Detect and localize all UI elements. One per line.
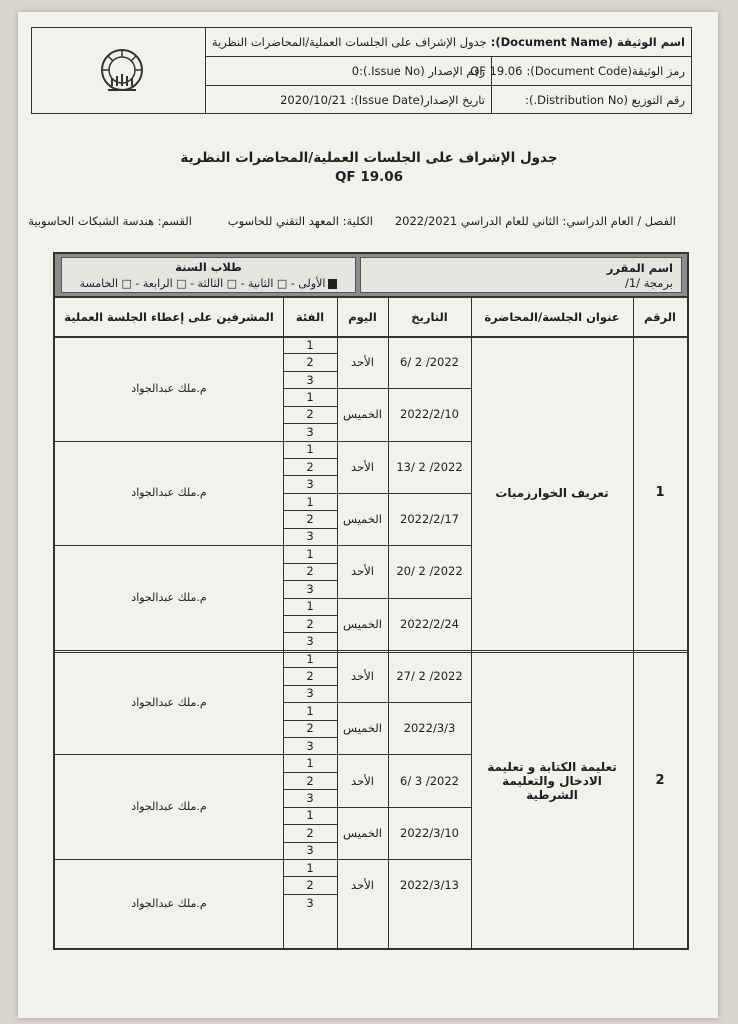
topic-title: تعريف الخوارزميات: [495, 485, 609, 500]
group-number: 3: [306, 634, 314, 649]
distribution-label: رقم التوزيع (Distribution No.):: [525, 92, 685, 107]
session-day: الأحد: [351, 564, 374, 579]
group-number: 2: [306, 564, 314, 579]
students-label: طلاب السنة: [175, 260, 242, 274]
group-number: 3: [306, 790, 314, 805]
group-number: 2: [306, 668, 314, 683]
group-divider: [283, 615, 337, 616]
group-number: 1: [306, 337, 314, 352]
group-number: 3: [306, 529, 314, 544]
group-number: 3: [306, 424, 314, 439]
group-number: 2: [306, 407, 314, 422]
group-divider: [283, 894, 337, 895]
group-divider: [283, 406, 337, 407]
group-number: 3: [306, 843, 314, 858]
group-divider: [283, 475, 337, 476]
row-divider: [283, 598, 471, 599]
group-number: 1: [306, 756, 314, 771]
group-divider: [283, 842, 337, 843]
group-divider: [283, 685, 337, 686]
department-info: القسم: هندسة الشبكات الحاسوبية: [28, 214, 192, 228]
session-date: 2022/3/3: [403, 721, 456, 736]
group-number: 3: [306, 686, 314, 701]
row-divider: [283, 545, 471, 546]
col-header-title: عنوان الجلسة/المحاضرة: [484, 310, 620, 324]
supervisor-name: م.ملك عبدالجواد: [131, 897, 207, 910]
group-divider: [283, 371, 337, 372]
years-options: الأولى - □ الثانية - □ الثالثة - □ الرابعة - □ الخامسة: [79, 277, 326, 290]
group-divider: [283, 667, 337, 668]
session-date: 2022/2/10: [400, 407, 459, 422]
group-number: 2: [306, 773, 314, 788]
group-number: 1: [306, 808, 314, 823]
group-divider: [283, 789, 337, 790]
row-divider: [283, 388, 471, 389]
doc-name-label: اسم الوثيقة (Document Name):: [490, 35, 685, 49]
session-day: الأحد: [351, 459, 374, 474]
group-divider: [283, 458, 337, 459]
session-day: الأحد: [351, 355, 374, 370]
col-header-group: الفئة: [295, 310, 325, 324]
group-divider: [283, 772, 337, 773]
session-date: 2022/ 2 /13: [396, 459, 463, 474]
session-date: 2022/2/17: [400, 512, 459, 527]
group-number: 3: [306, 581, 314, 596]
col-header-number: الرقم: [644, 310, 676, 324]
issue-no-value: 0: [351, 64, 360, 78]
group-divider: [283, 876, 337, 877]
group-divider: [283, 632, 337, 633]
col-header-date: التاريخ: [411, 310, 448, 324]
schedule-table: [53, 252, 689, 950]
page-title: جدول الإشراف على الجلسات العملية/المحاضرات النظرية: [180, 150, 558, 166]
doc-code-label: رمز الوثيقة(Document Code):: [526, 64, 685, 78]
session-date: 2022/3/13: [400, 878, 459, 893]
header-row-doc-name: [206, 28, 691, 57]
doc-code-value: QF 19.06: [470, 64, 523, 78]
session-day: الأحد: [351, 668, 374, 683]
session-date: 2022/ 3 /6: [400, 773, 459, 788]
row-divider: [283, 493, 471, 494]
session-date: 2022/3/10: [400, 825, 459, 840]
group-number: 3: [306, 477, 314, 492]
group-number: 1: [306, 546, 314, 561]
topic-divider: [55, 650, 687, 653]
group-divider: [283, 824, 337, 825]
topic-number: 2: [655, 773, 665, 789]
supervisor-name: م.ملك عبدالجواد: [131, 800, 207, 814]
supervisor-divider: [55, 754, 283, 755]
group-divider: [283, 423, 337, 424]
row-divider: [283, 859, 471, 860]
supervisor-divider: [55, 545, 283, 546]
group-number: 2: [306, 721, 314, 736]
session-day: الخميس: [343, 825, 382, 840]
group-number: 1: [306, 703, 314, 718]
group-number: 3: [306, 895, 314, 910]
course-label: اسم المقرر: [606, 261, 673, 275]
supervisor-name: م.ملك عبدالجواد: [131, 486, 207, 500]
session-day: الخميس: [343, 512, 382, 527]
group-number: 2: [306, 512, 314, 527]
group-divider: [283, 510, 337, 511]
session-day: الخميس: [343, 616, 382, 631]
group-divider: [283, 353, 337, 354]
session-day: الأحد: [351, 878, 374, 893]
topic-number: 1: [655, 485, 665, 501]
group-number: 2: [306, 459, 314, 474]
group-divider: [283, 737, 337, 738]
group-number: 1: [306, 651, 314, 666]
doc-name-value: جدول الإشراف على الجلسات العملية/المحاضرات النظرية: [211, 35, 487, 49]
row-divider: [283, 702, 471, 703]
row-divider: [283, 441, 471, 442]
group-number: 2: [306, 825, 314, 840]
issue-date-label: تاريخ الإصدار(Issue Date):: [350, 92, 485, 107]
group-number: 3: [306, 372, 314, 387]
group-divider: [283, 720, 337, 721]
group-number: 3: [306, 738, 314, 753]
supervisor-name: م.ملك عبدالجواد: [131, 590, 207, 604]
logo-cell: [32, 28, 206, 113]
document-header: [31, 27, 692, 114]
header-row-distribution: [206, 86, 691, 113]
group-divider: [283, 563, 337, 564]
row-divider: [283, 807, 471, 808]
header-row-doc-code: [206, 57, 691, 86]
group-number: 2: [306, 878, 314, 893]
col-header-day: اليوم: [348, 310, 377, 324]
session-date: 2022/ 2 /6: [400, 355, 459, 370]
session-date: 2022/ 2 /27: [396, 668, 463, 683]
form-code: QF 19.06: [334, 169, 404, 185]
group-number: 1: [306, 442, 314, 457]
group-divider: [283, 528, 337, 529]
course-box: [360, 257, 682, 293]
semester-info: الفصل / العام الدراسي: الثاني للعام الدراسي 2022/2021: [394, 214, 676, 228]
group-number: 1: [306, 860, 314, 875]
supervisor-name: م.ملك عبدالجواد: [131, 695, 207, 709]
session-date: 2022/2/24: [400, 616, 459, 631]
issue-date-value: 2020/10/21: [280, 92, 347, 107]
supervisor-name: م.ملك عبدالجواد: [131, 381, 207, 395]
group-number: 2: [306, 616, 314, 631]
session-day: الأحد: [351, 773, 374, 788]
study-years: [62, 276, 355, 291]
topic-title: تعليمة الكتابة و تعليمة الادخال والتعليمة الشرطية: [487, 759, 617, 802]
session-date: 2022/ 2 /20: [396, 564, 463, 579]
issue-no-label: رقم الإصدار (Issue No.):: [359, 64, 485, 78]
group-number: 1: [306, 599, 314, 614]
supervisor-divider: [55, 441, 283, 442]
group-number: 2: [306, 355, 314, 370]
course-value: برمجة /1/: [624, 276, 673, 290]
university-logo-icon: [92, 42, 152, 102]
year-checkbox-first[interactable]: [328, 279, 337, 289]
college-info: الكلية: المعهد التقني للحاسوب: [227, 214, 373, 228]
supervisor-divider: [55, 859, 283, 860]
students-year-box: [61, 257, 356, 293]
session-day: الخميس: [343, 721, 382, 736]
session-day: الخميس: [343, 407, 382, 422]
group-number: 1: [306, 390, 314, 404]
row-divider: [283, 754, 471, 755]
group-number: 1: [306, 494, 314, 509]
col-header-supervisors: المشرفين على إعطاء الجلسة العملية: [64, 310, 274, 324]
group-divider: [283, 580, 337, 581]
